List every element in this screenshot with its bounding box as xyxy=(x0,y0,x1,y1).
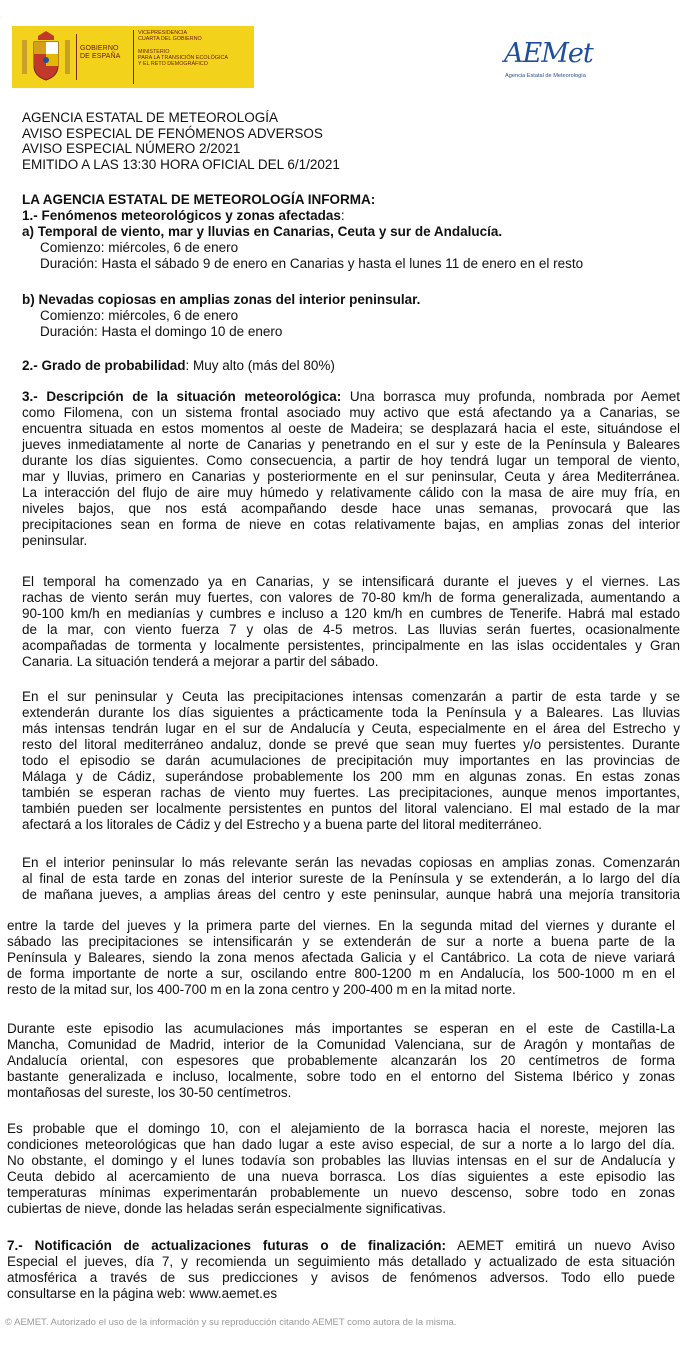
item-a-start: Comienzo: miércoles, 6 de enero xyxy=(40,240,239,255)
section-3-paragraph-5: entre la tarde del jueves y la primera parte del viernes. En la segunda mitad del viernes y durante el sábado las precipitaciones se intensificarán y se extenderán de sur a norte a buena parte de la Península y Baleares, siendo la zona menos afectada Galicia y el Cantábrico. La cota de nieve variará de forma importante de norte a sur, oscilando entre 800-1200 m en Andalucía, los 500-1000 m en el resto de la mitad sur, los 400-700 m en la zona centro y 200-400 m en la mitad norte. xyxy=(7,918,675,997)
copyright-footer: © AEMET. Autorizado el uso de la información y su reproducción citando AEMET como autora de la misma. xyxy=(5,1317,457,1328)
divider xyxy=(133,30,134,84)
aemet-website-text: consultarse en la página web: www.aemet.es xyxy=(7,1286,278,1301)
informa-heading: LA AGENCIA ESTATAL DE METEOROLOGÍA INFORMA: xyxy=(22,192,376,207)
section-3-paragraph-2: El temporal ha comenzado ya en Canarias, y se intensificará durante el jueves y el viernes. Las rachas de viento serán muy fuertes, con valores de 70-80 km/h de forma generalizada, aumentando a 90-100 km/h en medianías y cumbres e incluso a 120 km/h en cumbres de Tenerife. Habrá mal estado de la mar, con viento fuerza 7 y olas de 4-5 metros. Las lluvias serán fuertes, ocasionalmente acompañadas de tormenta y localmente persistentes, principalmente en las islas occidentales y Gran Canaria. La situación tenderá a mejorar a partir del sábado. xyxy=(22,574,680,669)
gobierno-de-espana-logo xyxy=(12,26,254,88)
section-7: 7.- Notificación de actualizaciones futuras o de finalización: AEMET emitirá un nuevo Aviso Especial el jueves, día 7, y recomienda un seguimiento más detallado y actualizado de esta situación atmosférica a través de sus predicciones y avisos de fenómenos adversos. Todo ello puede consultarse en la página web: www.aemet.es xyxy=(7,1238,675,1301)
section-3-heading: 3.- Descripción de la situación meteorológica: xyxy=(22,389,342,404)
ministry-label: VICEPRESIDENCIA CUARTA DEL GOBIERNO MINISTERIO PARA LA TRANSICIÓN ECOLÓGICA Y EL RETO DEMOGRÁFICO xyxy=(138,30,228,68)
item-a-title: a) Temporal de viento, mar y lluvias en Canarias, Ceuta y sur de Andalucía. xyxy=(22,224,503,239)
gobierno-label: GOBIERNO DE ESPAÑA xyxy=(80,45,121,60)
document-title: AGENCIA ESTATAL DE METEOROLOGÍA AVISO ESPECIAL DE FENÓMENOS ADVERSOS AVISO ESPECIAL NÚMERO 2/2021 EMITIDO A LAS 13:30 HORA OFICIAL DEL 6/1/2021 xyxy=(22,110,340,172)
section-1-b xyxy=(22,292,680,340)
coat-of-arms-icon xyxy=(20,30,72,84)
section-3-paragraph-4: En el interior peninsular lo más relevante serán las nevadas copiosas en amplias zonas. Comenzarán al final de esta tarde en zonas del interior sureste de la Península y se extenderán, a lo largo del día de mañana jueves, a amplias áreas del centro y este peninsular, aunque habrá una mejoría transitoria xyxy=(22,855,680,902)
section-3-paragraph-7: Es probable que el domingo 10, con el alejamiento de la borrasca hacia el noreste, mejoren las condiciones meteorológicas que han dado lugar a este aviso especial, de sur a norte a lo largo del día. No obstante, el domingo y el lunes todavía son probables las lluvias intensas en el sur de Andalucía y Ceuta debido al acercamiento de una nueva borrasca. Los días siguientes a este episodio las temperaturas mínimas experimentarán probablemente un nuevo descenso, sobre todo en zonas cubiertas de nieve, donde las heladas serán especialmente significativas. xyxy=(7,1121,675,1216)
section-1-heading: 1.- Fenómenos meteorológicos y zonas afectadas: xyxy=(22,208,345,223)
item-b-duration: Duración: Hasta el domingo 10 de enero xyxy=(40,324,283,339)
item-b-start: Comienzo: miércoles, 6 de enero xyxy=(40,308,239,323)
divider xyxy=(76,34,77,80)
section-1 xyxy=(22,192,680,272)
probability-value: : Muy alto (más del 80%) xyxy=(185,358,335,373)
section-2 xyxy=(22,358,680,374)
aemet-wordmark: AEMet xyxy=(504,38,593,69)
section-3-paragraph-6: Durante este episodio las acumulaciones más importantes se esperan en el este de Castilla-La Mancha, Comunidad de Madrid, interior de la Comunidad Valenciana, sur de Aragón y montañas de Andalucía oriental, con espesores que probablemente alcanzarán los 20 centímetros de forma bastante generalizada e incluso, localmente, sobre todo en el entorno del Sistema Ibérico y zonas montañosas del sureste, los 30-50 centímetros. xyxy=(7,1021,675,1100)
item-a-duration: Duración: Hasta el sábado 9 de enero en Canarias y hasta el lunes 11 de enero en el resto xyxy=(40,256,584,271)
section-3-paragraph-1: 3.- Descripción de la situación meteorológica: Una borrasca muy profunda, nombrada por Aemet como Filomena, con un sistema frontal asociado muy activo que está afectando ya a Canarias, se encuentra situada en estos momentos al oeste de Madeira; se desplazará hacia el este, situándose el jueves inmediatamente al norte de Canarias y penetrando en el sur y este de la Península y Baleares durante los días siguientes. Como consecuencia, a partir de hoy tendrá lugar un temporal de viento, mar y lluvias, primero en Canarias y posteriormente en el sur peninsular, Ceuta y área Mediterránea. La interacción del flujo de aire muy húmedo y relativamente cálido con la masa de aire muy fría, en niveles bajos, que nos está acompañando desde hace unas semanas, provocará que las precipitaciones sean en forma de nieve en cotas relativamente bajas, en amplias zonas del interior peninsular. xyxy=(22,389,680,548)
section-7-heading: 7.- Notificación de actualizaciones futuras o de finalización: xyxy=(7,1238,447,1253)
item-b-title: b) Nevadas copiosas en amplias zonas del interior peninsular. xyxy=(22,292,421,307)
section-2-heading: 2.- Grado de probabilidad xyxy=(22,358,186,373)
aemet-subtitle: Agencia Estatal de Meteorología xyxy=(505,73,586,79)
aemet-logo xyxy=(496,38,596,88)
section-3-paragraph-3: En el sur peninsular y Ceuta las precipitaciones intensas comenzarán a partir de esta tarde y se extenderán durante los días siguientes a prácticamente toda la Península y a Baleares. Las lluvias más intensas tendrán lugar en el sur de Andalucía y Ceuta, especialmente en el área del Estrecho y resto del litoral mediterráneo andaluz, donde se prevé que sean muy fuertes y/o persistentes. Durante todo el episodio se darán acumulaciones de precipitación muy importantes en las provincias de Málaga y de Cádiz, superándose probablemente los 200 mm en algunas zonas. En estas zonas también se esperan rachas de viento muy fuertes. Las precipitaciones, aunque menos importantes, también pueden ser localmente persistentes en puntos del litoral valenciano. El mal estado de la mar afectará a los litorales de Cádiz y del Estrecho y a buena parte del litoral mediterráneo. xyxy=(22,689,680,832)
